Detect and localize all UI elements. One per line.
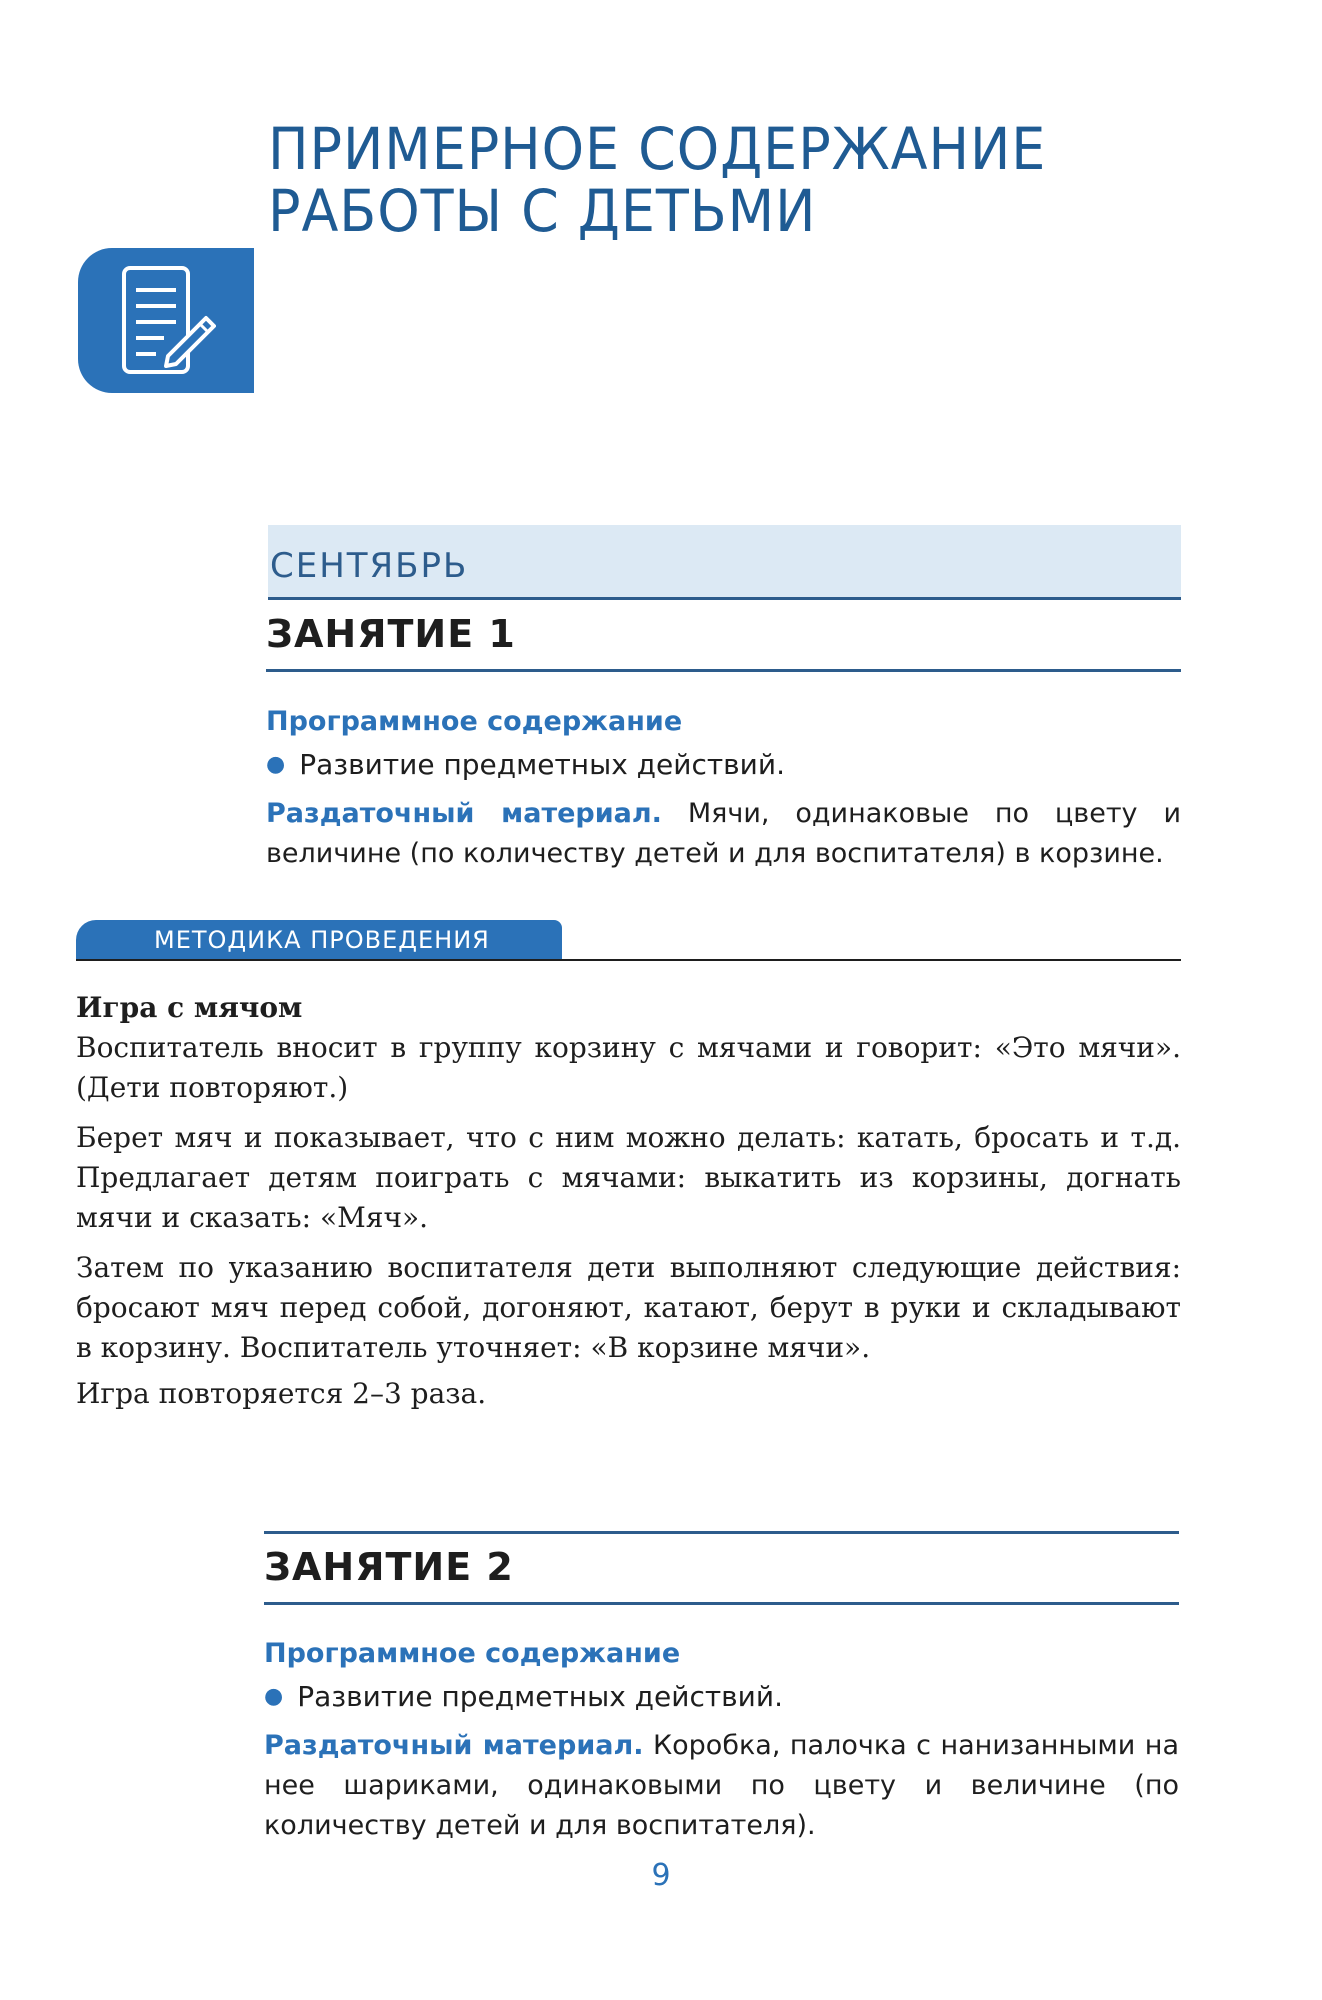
method-paragraph-2: Берет мяч и показывает, что с ним можно делать: катать, бросать и т.д. Предлагает детям поиграть с мячами: выкатить из корзины, догнать мячи и сказать: «Мяч». [76, 1121, 1181, 1234]
lesson-1-material-label: Раздаточный материал. [266, 798, 662, 829]
lesson-2-material-label: Раздаточный материал. [264, 1730, 644, 1761]
lesson-2-program-item-text: Развитие предметных действий. [297, 1680, 783, 1713]
methodology-tab-label: МЕТОДИКА ПРОВЕДЕНИЯ [154, 926, 490, 954]
bullet-dot-icon: ● [264, 1684, 284, 1709]
page-number: 9 [651, 1858, 671, 1893]
lesson-2-top-rule [264, 1531, 1179, 1534]
methodology-divider [76, 959, 1181, 961]
month-banner [268, 525, 1181, 600]
lesson-1-material [266, 794, 1181, 874]
method-paragraph-4: Игра повторяется 2–3 раза. [76, 1377, 487, 1410]
method-paragraph-3: Затем по указанию воспитателя дети выполняют следующие действия: бросают мяч перед собой, догоняют, катают, берут в руки и складывают в корзину. Воспитатель уточняет: «В корзине мячи». [76, 1251, 1181, 1364]
lesson-2-material [264, 1726, 1179, 1846]
page-title [268, 115, 1047, 245]
page-title-line-1: ПРИМЕРНОЕ СОДЕРЖАНИЕ [268, 115, 1047, 183]
lesson-1-title: ЗАНЯТИЕ 1 [266, 612, 516, 656]
lesson-1-material-text: Мячи, одинаковые по цвету и величине (по количеству детей и для воспитателя) в корзине. [266, 798, 1181, 869]
lesson-2-material-text: Коробка, палочка с нанизанными на нее шариками, одинаковыми по цвету и величине (по количеству детей и для воспитателя). [264, 1730, 1179, 1841]
lesson-1-program-heading: Программное содержание [266, 706, 683, 737]
lesson-2-divider [264, 1602, 1179, 1605]
bullet-dot-icon: ● [266, 752, 286, 777]
lesson-2-program-heading: Программное содержание [264, 1638, 681, 1669]
page-title-line-2: РАБОТЫ С ДЕТЬМИ [268, 177, 817, 245]
method-paragraph-1: Воспитатель вносит в группу корзину с мячами и говорит: «Это мячи». (Дети повторяют.) [76, 1031, 1181, 1104]
lesson-1-program-item [266, 748, 785, 781]
document-pen-icon [120, 264, 216, 379]
game-title: Игра с мячом [76, 991, 303, 1024]
lesson-2-program-item [264, 1680, 783, 1713]
lesson-1-program-item-text: Развитие предметных действий. [299, 748, 785, 781]
lesson-1-divider [266, 669, 1181, 672]
document-icon-box [78, 248, 254, 393]
lesson-2-title: ЗАНЯТИЕ 2 [264, 1545, 514, 1589]
methodology-tab [76, 920, 562, 960]
month-label: СЕНТЯБРЬ [270, 546, 469, 586]
